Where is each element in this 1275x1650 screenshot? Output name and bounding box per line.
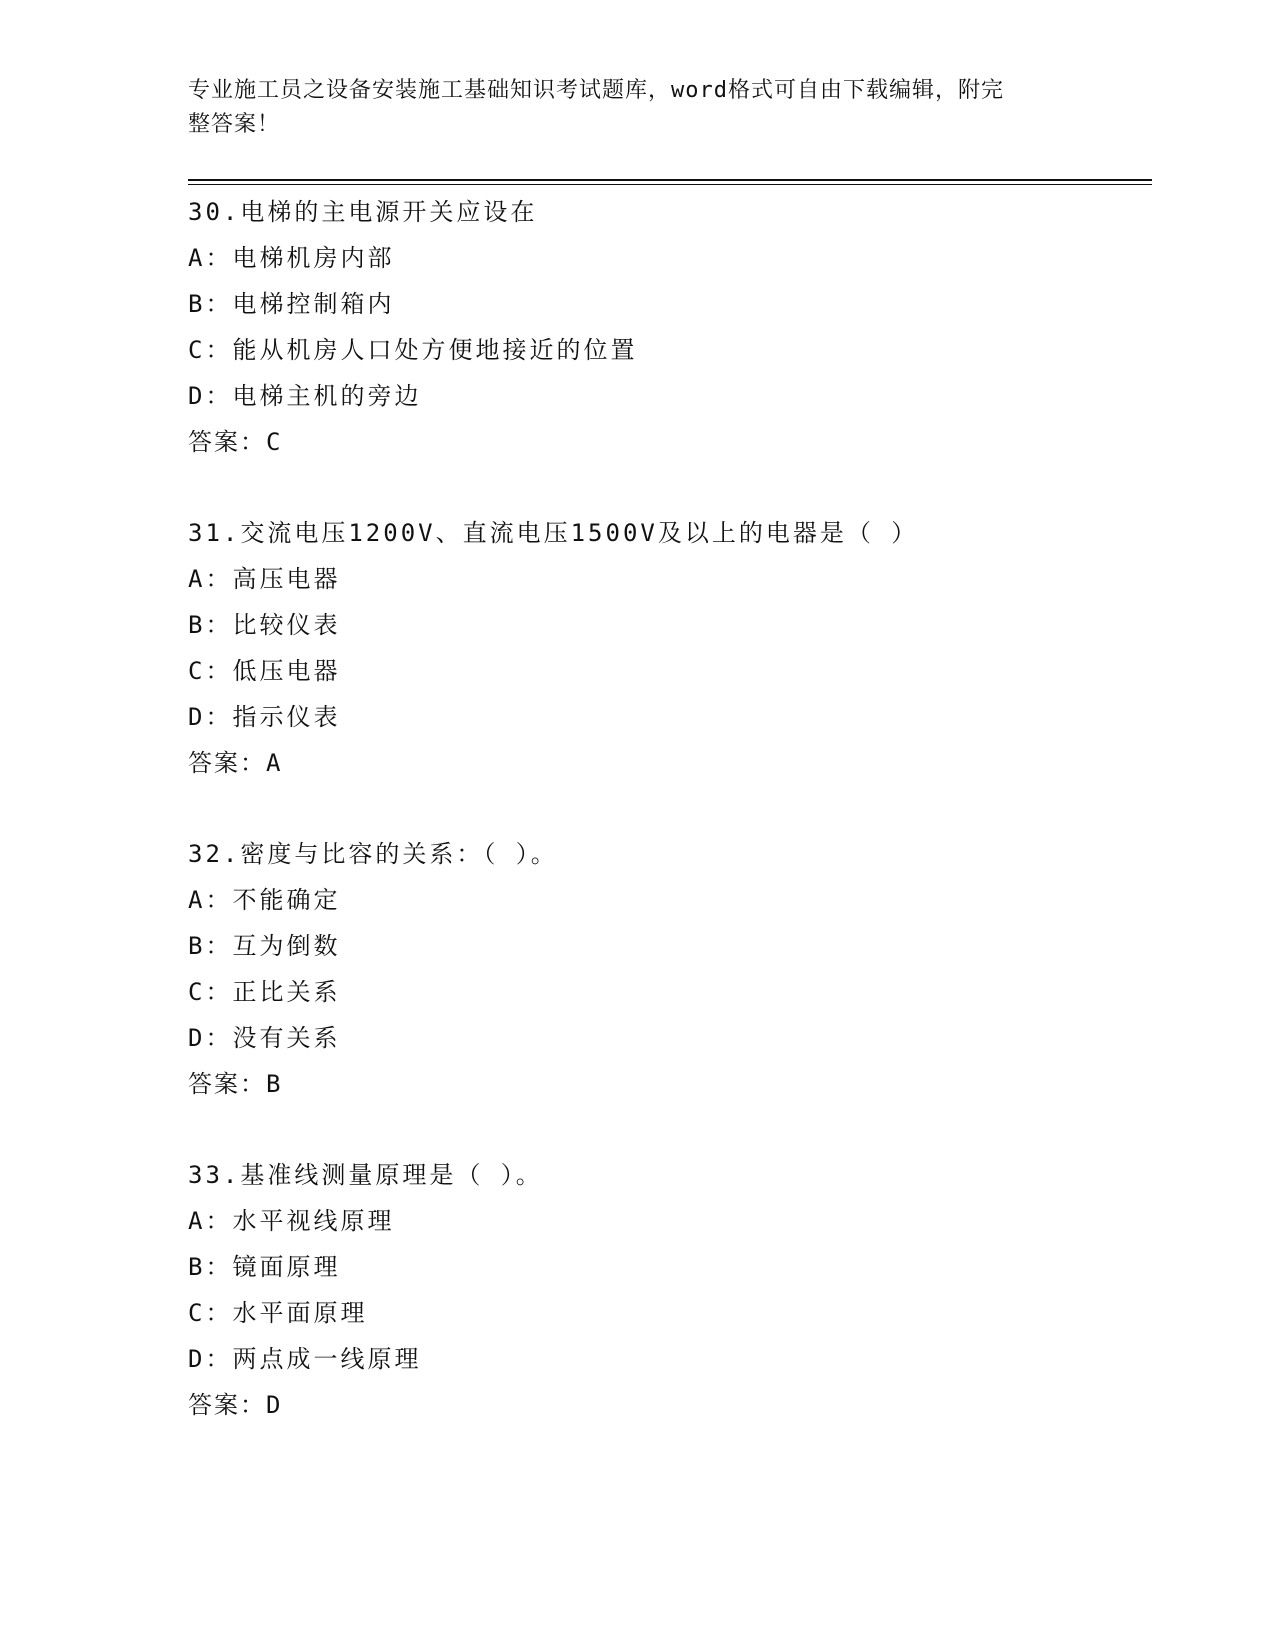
answer-line: 答案：B: [188, 1070, 283, 1098]
option-c: C：低压电器: [188, 657, 341, 685]
option-b: B：比较仪表: [188, 611, 341, 639]
option-d: D：没有关系: [188, 1024, 341, 1052]
question-list: [188, 189, 1152, 1473]
header-divider-thin: [188, 184, 1152, 185]
option-a: A：电梯机房内部: [188, 244, 395, 272]
question-30: [188, 189, 1152, 465]
question-32: [188, 831, 1152, 1107]
header-line-2: 整答案！: [188, 112, 281, 137]
answer-line: 答案：A: [188, 749, 283, 777]
answer-line: 答案：C: [188, 428, 283, 456]
option-c: C：水平面原理: [188, 1299, 368, 1327]
option-a: A：高压电器: [188, 565, 341, 593]
option-b: B：电梯控制箱内: [188, 290, 395, 318]
option-c: C：能从机房人口处方便地接近的位置: [188, 336, 638, 364]
option-c: C：正比关系: [188, 978, 341, 1006]
question-stem: 33.基准线测量原理是（ ）。: [188, 1161, 543, 1189]
option-d: D：指示仪表: [188, 703, 341, 731]
option-a: A：不能确定: [188, 886, 341, 914]
header-line-1: 专业施工员之设备安装施工基础知识考试题库，word格式可自由下载编辑，附完: [188, 78, 1004, 103]
question-33: [188, 1152, 1152, 1428]
option-a: A：水平视线原理: [188, 1207, 395, 1235]
header-divider-thick: [188, 179, 1152, 181]
option-d: D：电梯主机的旁边: [188, 382, 422, 410]
question-stem: 32.密度与比容的关系：（ ）。: [188, 840, 558, 868]
question-stem: 31.交流电压1200V、直流电压1500V及以上的电器是（ ）: [188, 519, 919, 547]
answer-line: 答案：D: [188, 1391, 283, 1419]
option-d: D：两点成一线原理: [188, 1345, 422, 1373]
document-header: [188, 74, 1078, 142]
question-31: [188, 510, 1152, 786]
option-b: B：镜面原理: [188, 1253, 341, 1281]
option-b: B：互为倒数: [188, 932, 341, 960]
question-stem: 30.电梯的主电源开关应设在: [188, 198, 538, 226]
